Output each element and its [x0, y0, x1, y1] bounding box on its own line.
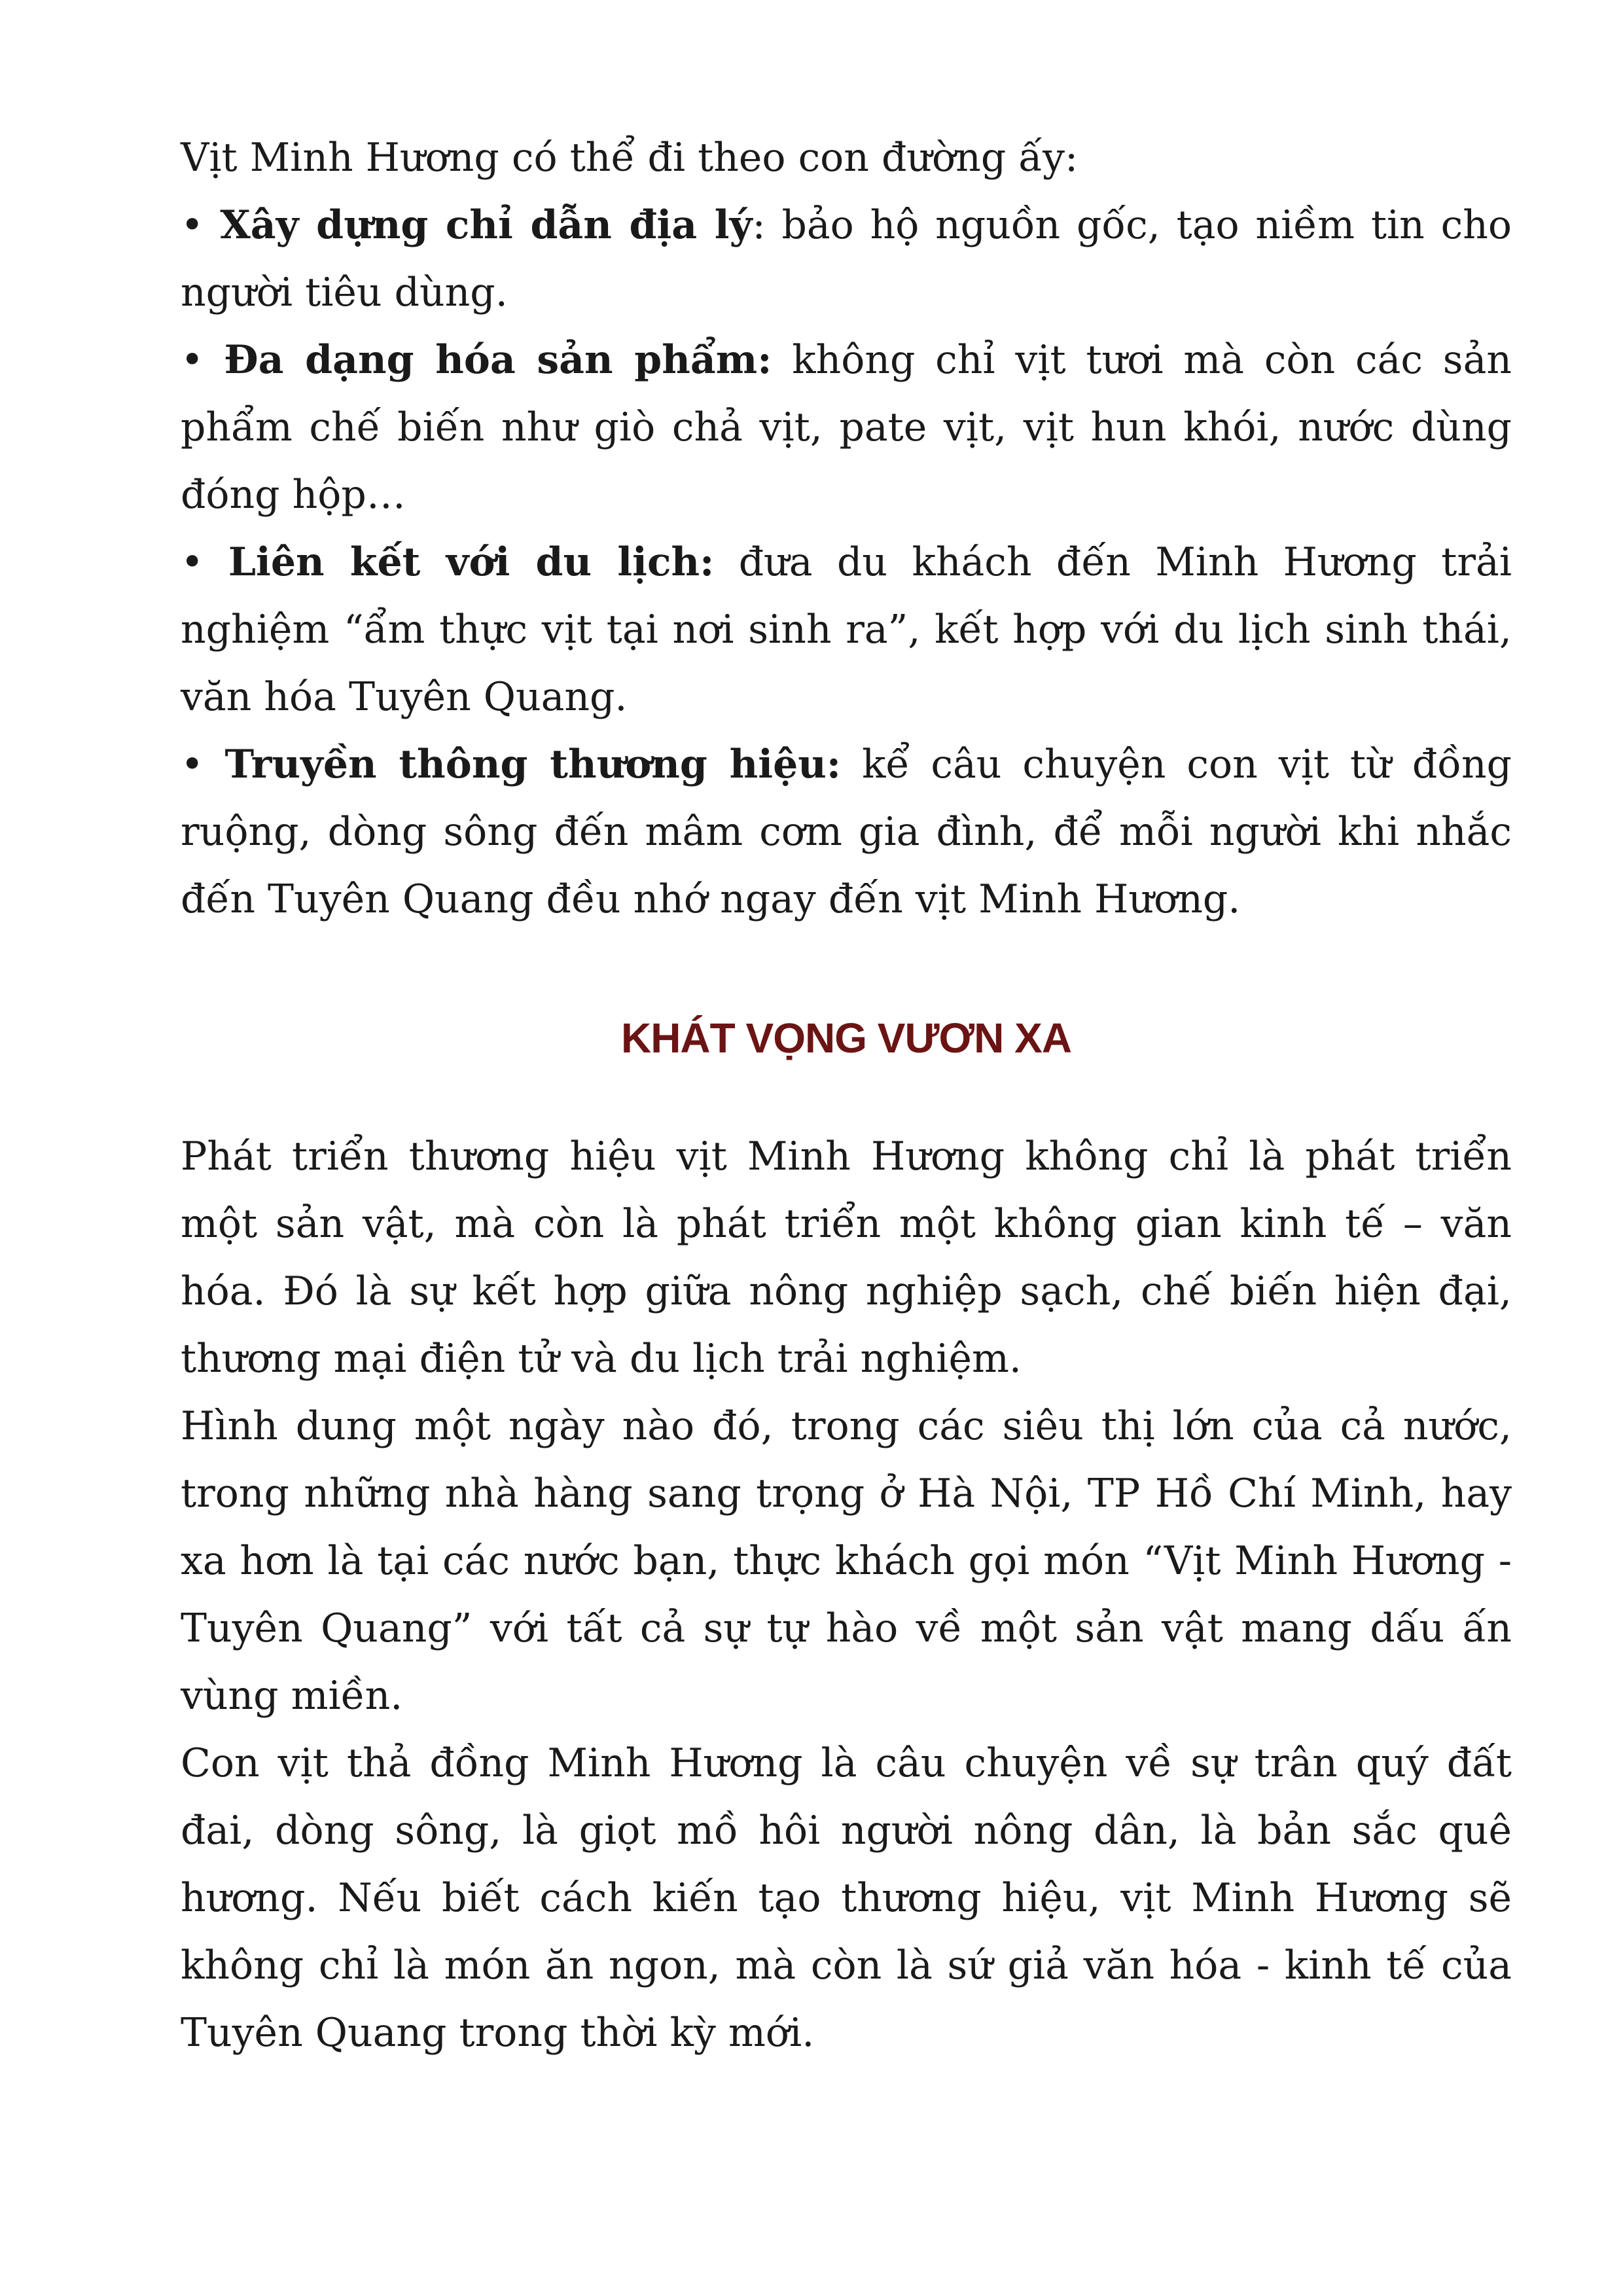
- bullet-marker: •: [181, 742, 204, 787]
- bullet-item-product-diversification: [181, 327, 1512, 529]
- bullet-term: Truyền thông thương hiệu:: [224, 742, 842, 787]
- bullet-term: Xây dựng chỉ dẫn địa lý: [220, 202, 753, 248]
- bullet-text: : bảo hộ nguồn gốc, tạo niềm tin cho người tiêu dùng.: [181, 202, 1512, 315]
- bullet-item-tourism-link: [181, 529, 1512, 731]
- bullet-text: không chỉ vịt tươi mà còn các sản phẩm chế biến như giò chả vịt, pate vịt, vịt hun khói, nước dùng đóng hộp…: [181, 337, 1512, 518]
- bullet-term: Đa dạng hóa sản phẩm:: [224, 337, 772, 383]
- bullet-item-geographical-indication: [181, 192, 1512, 327]
- bullet-marker: •: [181, 202, 204, 248]
- document-page: [181, 124, 1512, 2067]
- bullet-term: Liên kết với du lịch:: [228, 539, 715, 585]
- bullet-item-brand-communication: [181, 731, 1512, 933]
- intro-paragraph: Vịt Minh Hương có thể đi theo con đường ấy:: [181, 135, 1079, 181]
- body-paragraph: Phát triển thương hiệu vịt Minh Hương không chỉ là phát triển một sản vật, mà còn là phát triển một không gian kinh tế – văn hóa. Đó là sự kết hợp giữa nông nghiệp sạch, chế biến hiện đại, thương mại điện tử và du lịch trải nghiệm.: [181, 1134, 1512, 1382]
- body-paragraph: Con vịt thả đồng Minh Hương là câu chuyện về sự trân quý đất đai, dòng sông, là giọt mồ hôi người nông dân, là bản sắc quê hương. Nếu biết cách kiến tạo thương hiệu, vịt Minh Hương sẽ không chỉ là món ăn ngon, mà còn là sứ giả văn hóa - kinh tế của Tuyên Quang trong thời kỳ mới.: [181, 1740, 1512, 2056]
- bullet-text: kể câu chuyện con vịt từ đồng ruộng, dòng sông đến mâm cơm gia đình, để mỗi người khi nhắc đến Tuyên Quang đều nhớ ngay đến vịt Minh Hương.: [181, 742, 1512, 922]
- bullet-marker: •: [181, 539, 204, 585]
- bullet-text: đưa du khách đến Minh Hương trải nghiệm “ẩm thực vịt tại nơi sinh ra”, kết hợp với du lịch sinh thái, văn hóa Tuyên Quang.: [181, 539, 1512, 720]
- section-heading: KHÁT VỌNG VƯƠN XA: [620, 1014, 1072, 1062]
- body-paragraph: Hình dung một ngày nào đó, trong các siêu thị lớn của cả nước, trong những nhà hàng sang trọng ở Hà Nội, TP Hồ Chí Minh, hay xa hơn là tại các nước bạn, thực khách gọi món “Vịt Minh Hương - Tuyên Quang” với tất cả sự tự hào về một sản vật mang dấu ấn vùng miền.: [181, 1403, 1512, 1719]
- bullet-marker: •: [181, 337, 204, 383]
